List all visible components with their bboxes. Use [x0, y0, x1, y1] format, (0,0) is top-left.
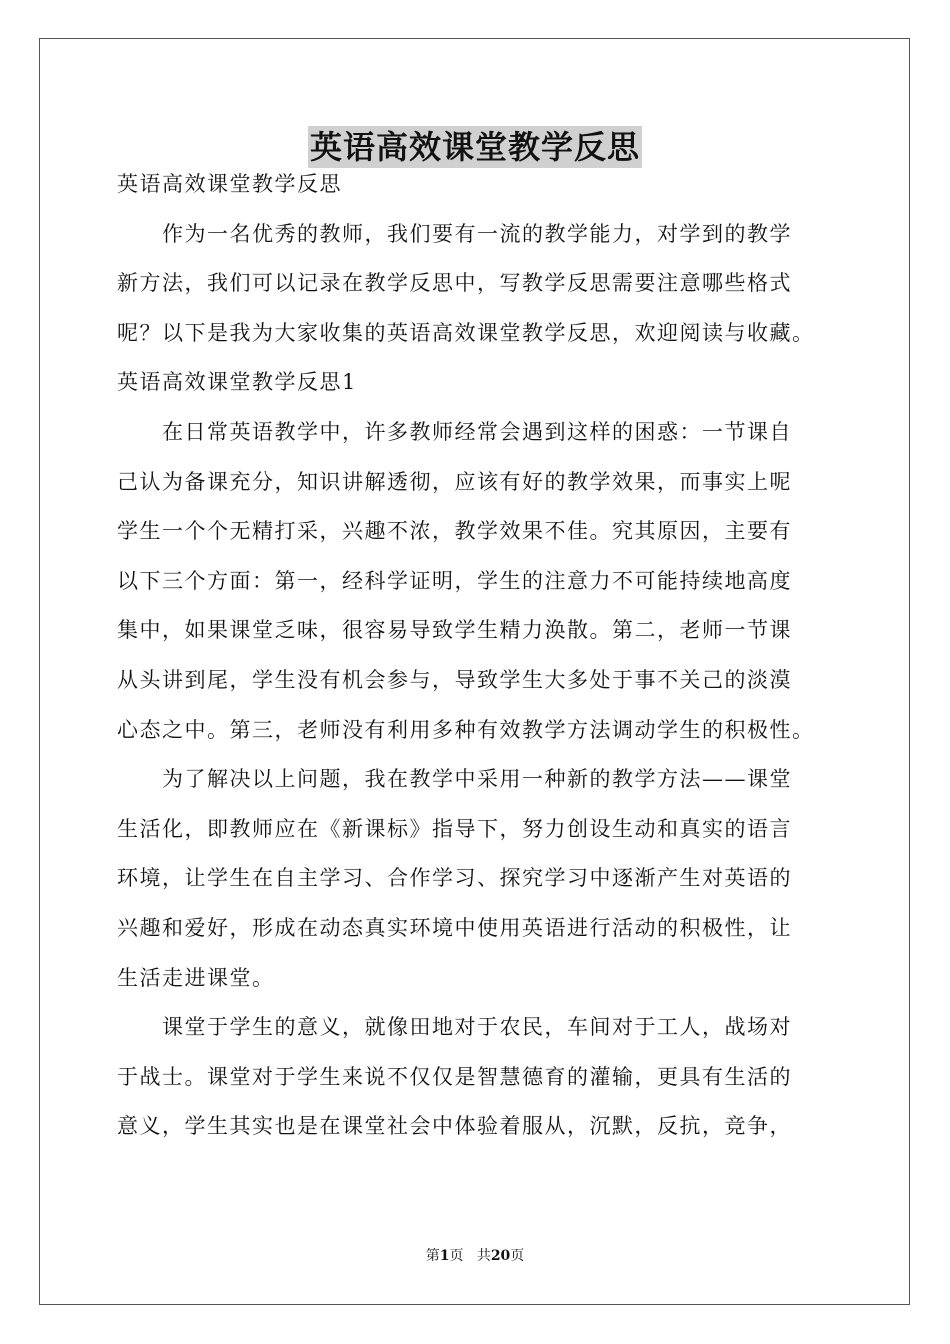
- body-line: 心态之中。第三，老师没有利用多种有效教学方法调动学生的积极性。: [117, 717, 815, 742]
- body-line: 作为一名优秀的教师，我们要有一流的教学能力，对学到的教学: [117, 221, 792, 246]
- body-line: 兴趣和爱好，形成在动态真实环境中使用英语进行活动的积极性，让: [117, 915, 792, 940]
- page-suffix: 页: [449, 1248, 464, 1264]
- body-line: 生活走进课堂。: [117, 965, 275, 990]
- body-line: 从头讲到尾，学生没有机会参与，导致学生大多处于事不关己的淡漠: [117, 667, 792, 692]
- body-line: 为了解决以上问题，我在教学中采用一种新的教学方法——课堂: [117, 767, 792, 792]
- total-suffix: 页: [510, 1248, 525, 1264]
- page-number: 1: [439, 1248, 450, 1264]
- body-line: 呢？以下是我为大家收集的英语高效课堂教学反思，欢迎阅读与收藏。: [117, 320, 815, 345]
- body-line: 英语高效课堂教学反思1: [117, 370, 357, 395]
- total-prefix: 共: [476, 1248, 491, 1264]
- body-line: 英语高效课堂教学反思: [117, 172, 342, 196]
- body-line: 新方法，我们可以记录在教学反思中，写教学反思需要注意哪些格式: [117, 271, 792, 296]
- body-line: 以下三个方面：第一，经科学证明，学生的注意力不可能持续地高度: [117, 568, 792, 593]
- body-line: 于战士。课堂对于学生来说不仅仅是智慧德育的灌输，更具有生活的: [117, 1064, 792, 1089]
- page-footer: [0, 1246, 950, 1266]
- page-prefix: 第: [425, 1248, 440, 1264]
- body-line: 学生一个个无精打采，兴趣不浓，教学效果不佳。究其原因，主要有: [117, 519, 792, 544]
- body-line: 在日常英语教学中，许多教师经常会遇到这样的困惑：一节课自: [117, 419, 792, 444]
- body-line: 意义，学生其实也是在课堂社会中体验着服从，沉默，反抗，竞争，: [117, 1114, 792, 1139]
- body-line: 己认为备课充分，知识讲解透彻，应该有好的教学效果，而事实上呢: [117, 469, 792, 494]
- total-pages: 20: [490, 1248, 511, 1264]
- body-line: 环境，让学生在自主学习、合作学习、探究学习中逐渐产生对英语的: [117, 866, 792, 891]
- document-body: [117, 160, 845, 1152]
- document-title: 英语高效课堂教学反思: [309, 128, 640, 166]
- body-line: 课堂于学生的意义，就像田地对于农民，车间对于工人，战场对: [117, 1015, 792, 1040]
- body-line: 生活化，即教师应在《新课标》指导下，努力创设生动和真实的语言: [117, 816, 792, 841]
- body-line: 集中，如果课堂乏味，很容易导致学生精力涣散。第二，老师一节课: [117, 618, 792, 643]
